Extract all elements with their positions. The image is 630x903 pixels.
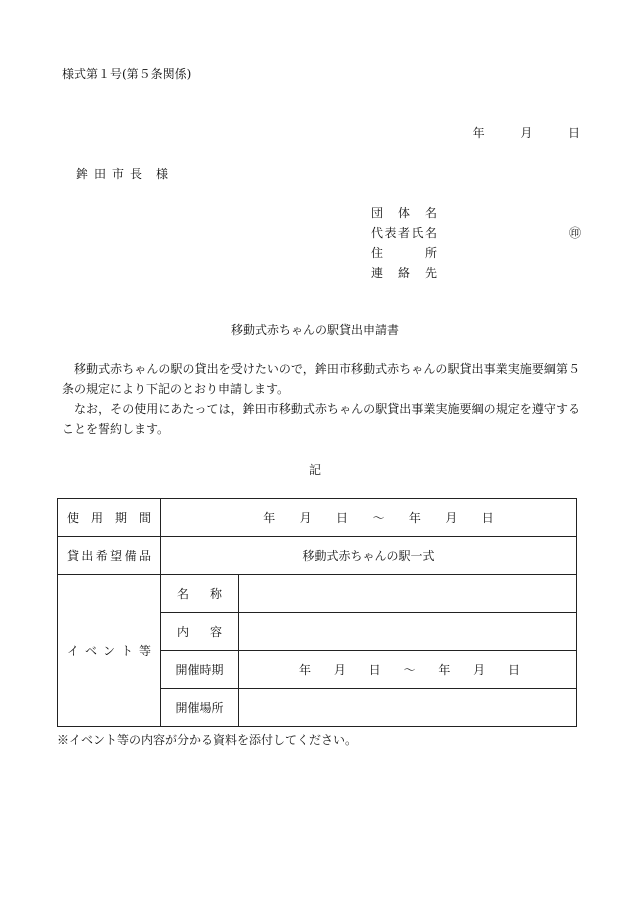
period-month-2: 月 — [445, 511, 458, 525]
period-label: 使 用 期 間 — [67, 511, 151, 525]
event-date-value — [239, 661, 576, 678]
applicant-row-contact — [371, 265, 581, 285]
addressee-honorific: 様 — [156, 167, 175, 181]
event-name-label: 名 称 — [177, 587, 222, 601]
event-year-1: 年 — [299, 663, 312, 677]
period-value — [161, 509, 576, 526]
event-day-2: 日 — [507, 663, 520, 677]
period-tilde: ～ — [372, 511, 385, 525]
application-table — [57, 498, 577, 727]
body-paragraph-2: なお，その使用にあたっては，鉾田市移動式赤ちゃんの駅貸出事業実施要綱の規定を遵守することを誓約します。 — [62, 402, 580, 436]
event-date-label: 開催時期 — [161, 651, 239, 689]
equipment-label-cell — [58, 537, 161, 575]
date-month: 月 — [520, 126, 533, 140]
period-day-2: 日 — [481, 511, 494, 525]
event-label: イ ベ ン ト 等 — [67, 644, 151, 658]
seal-mark: ㊞ — [568, 226, 581, 240]
applicant-row-representative — [371, 225, 581, 245]
equipment-value[interactable]: 移動式赤ちゃんの駅一式 — [161, 537, 577, 575]
ki-heading: 記 — [308, 463, 321, 477]
date-year: 年 — [472, 126, 485, 140]
equipment-row — [58, 537, 577, 575]
event-content-label-cell — [161, 613, 239, 651]
addressee-name: 鉾田市長 — [76, 167, 149, 181]
period-year-2: 年 — [408, 511, 421, 525]
event-month-2: 月 — [473, 663, 486, 677]
attachment-note: ※イベント等の内容が分かる資料を添付してください。 — [57, 733, 358, 747]
period-month-1: 月 — [299, 511, 312, 525]
event-content-input[interactable] — [239, 613, 577, 651]
document-title: 移動式赤ちゃんの駅貸出申請書 — [230, 323, 399, 337]
event-place-input[interactable] — [239, 689, 577, 727]
event-place-label: 開催場所 — [161, 689, 239, 727]
period-year-1: 年 — [263, 511, 276, 525]
equipment-label: 貸 出 希 望 備 品 — [67, 549, 151, 563]
group-name-label: 団 体 名 — [371, 206, 437, 220]
period-value-cell[interactable] — [161, 499, 577, 537]
contact-label: 連 絡 先 — [371, 266, 437, 280]
period-day-1: 日 — [336, 511, 349, 525]
period-row — [58, 499, 577, 537]
applicant-row-address — [371, 245, 581, 265]
body-text — [62, 359, 580, 439]
event-day-1: 日 — [368, 663, 381, 677]
addressee — [76, 166, 174, 182]
event-year-2: 年 — [438, 663, 451, 677]
representative-label: 代 表 者 氏 名 — [371, 226, 437, 240]
date-line — [473, 125, 580, 141]
event-month-1: 月 — [333, 663, 346, 677]
address-label: 住 所 — [371, 246, 437, 260]
event-name-row — [58, 575, 577, 613]
applicant-row-group — [371, 205, 581, 225]
event-content-label: 内 容 — [177, 625, 222, 639]
date-day: 日 — [567, 126, 580, 140]
event-date-input[interactable] — [239, 651, 577, 689]
period-label-cell — [58, 499, 161, 537]
event-name-label-cell — [161, 575, 239, 613]
applicant-block — [371, 205, 581, 285]
event-label-cell — [58, 575, 161, 727]
form-number: 様式第１号(第５条関係) — [62, 67, 192, 81]
event-name-input[interactable] — [239, 575, 577, 613]
body-paragraph-1: 移動式赤ちゃんの駅の貸出を受けたいので，鉾田市移動式赤ちゃんの駅貸出事業実施要綱第５条の規定により下記のとおり申請します。 — [62, 362, 580, 396]
event-tilde: ～ — [403, 663, 416, 677]
